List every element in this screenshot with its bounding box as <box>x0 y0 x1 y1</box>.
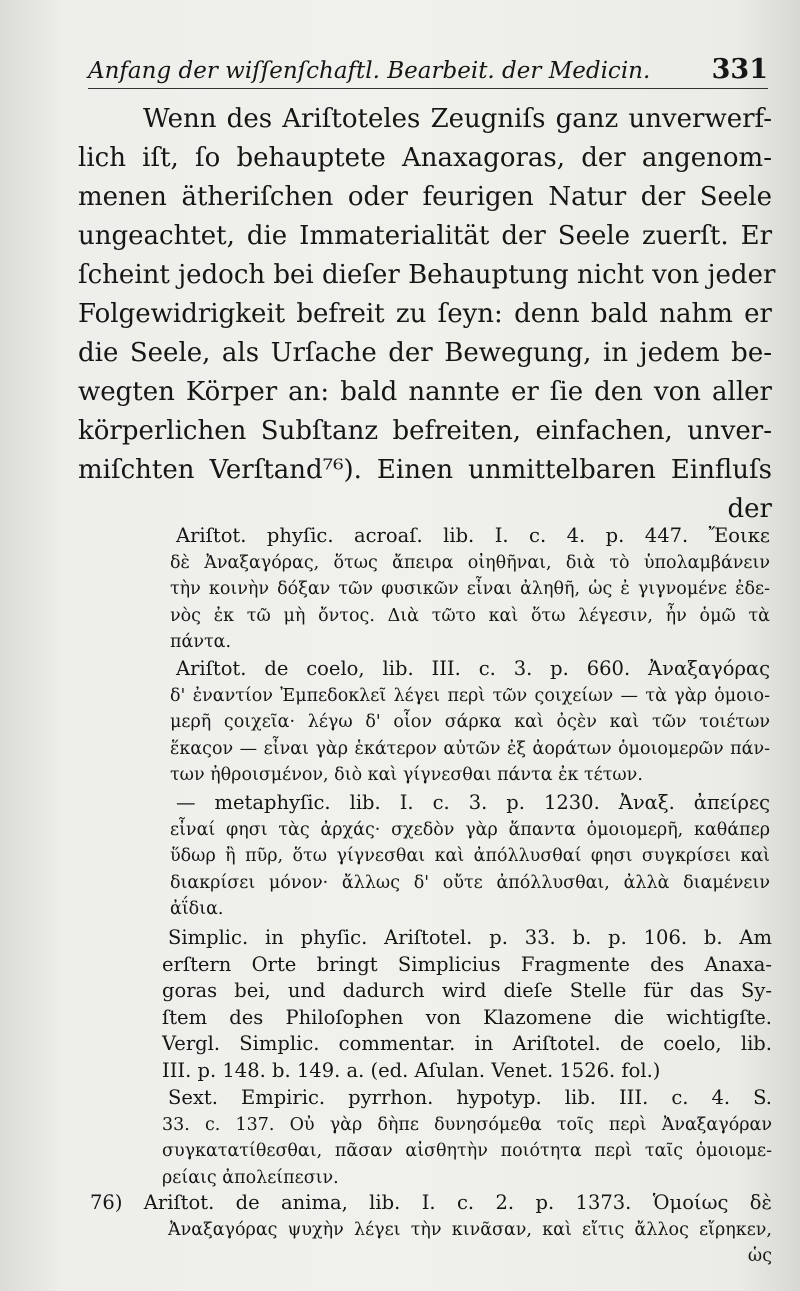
footnote-line: Ariſtot. phyſic. acroaſ. lib. I. c. 4. p. 447. Ἔοικε <box>176 524 770 547</box>
text-line: Wenn des Ariſtoteles Zeugniſs ganz unverwerf- <box>143 104 772 134</box>
page-header <box>88 50 768 90</box>
text-line: ſcheint jedoch bei dieſer Behauptung nicht von jeder <box>78 260 776 290</box>
text-line: miſchten Verſtand⁷⁶). Einen unmittelbaren Einfluſs <box>78 455 772 485</box>
footnote-line: εἶναί φησι τὰς ἀρχάς· σχεδὸν γὰρ ἅπαντα ὁμοιομερῆ, καθάπερ <box>170 819 770 840</box>
footnote-line: goras bei, und dadurch wird dieſe Stelle für das Sy- <box>162 979 772 1002</box>
footnote-line: Vergl. Simplic. commentar. in Ariſtotel. de coelo, lib. <box>162 1032 772 1055</box>
footnote-sext-empiric <box>162 1085 772 1191</box>
footnote-line: 33. c. 137. Οὐ γὰρ δὴπε δυνησόμεθα τοῖς περὶ Ἀναξαγόραν <box>162 1114 772 1135</box>
main-text <box>78 100 776 529</box>
text-line: lich iſt, ſo behauptete Anaxagoras, der angenom- <box>78 143 772 173</box>
header-rule <box>88 88 768 89</box>
running-title: Anfang der wiſſenſchaftl. Bearbeit. der Medicin. <box>88 58 651 84</box>
text-line: Folgewidrigkeit befreit zu ſeyn: denn bald nahm er <box>78 299 772 329</box>
footnote-line: ρείαις ἀπολείπεσιν. <box>162 1167 339 1188</box>
footnote-aristot-coelo <box>170 656 770 789</box>
text-line: wegten Körper an: bald nannte er ſie den von aller <box>78 377 772 407</box>
footnote-line: III. p. 148. b. 149. a. (ed. Aſulan. Venet. 1526. fol.) <box>162 1058 661 1082</box>
footnote-line: δ' ἐναντίον Ἐμπεδοκλεῖ λέγει περὶ τῶν ςοιχείων — τὰ γὰρ ὁμοιο- <box>170 685 770 706</box>
footnote-line: των ἠθροισμένον, διὸ καὶ γίγνεσθαι πάντα ἐκ τέτων. <box>170 765 643 785</box>
footnote-line: νὸς ἐκ τῶ μὴ ὄντος. Διὰ τῶτο καὶ ὅτω λέγεσιν, ἦν ὁμῶ τὰ <box>170 605 770 626</box>
catchword: ὡς <box>747 1246 772 1266</box>
footnote-line: ἕκαςον — εἶναι γὰρ ἑκάτερον αὐτῶν ἐξ ἀοράτων ὁμοιομερῶν πάν- <box>170 738 770 759</box>
footnote-line: Sext. Empiric. pyrrhon. hypotyp. lib. III. c. 4. S. <box>168 1086 772 1109</box>
footnote-line: Ἀναξαγόρας ψυχὴν λέγει τὴν κινᾶσαν, καὶ εἴτις ἄλλος εἴρηκεν, <box>168 1219 772 1240</box>
footnote-metaphysic <box>170 790 770 923</box>
footnote-line: πάντα. <box>170 632 232 652</box>
footnote-line: 76) Ariſtot. de anima, lib. I. c. 2. p. 1373. Ὁμοίως δὲ <box>90 1191 772 1214</box>
text-line: ungeachtet, die Immaterialität der Seele zuerſt. Er <box>78 221 772 251</box>
page-number: 331 <box>711 54 768 85</box>
catchword: der <box>727 494 772 524</box>
text-line: menen ätheriſchen oder feurigen Natur der Seele <box>78 182 772 212</box>
footnote-simplic <box>162 925 772 1084</box>
footnote-line: διακρίσει μόνον· ἄλλως δ' οὔτε ἀπόλλυσθαι, ἀλλὰ διαμένειν <box>170 872 770 893</box>
footnote-line: μερῆ ςοιχεῖα· λέγω δ' οἷον σάρκα καὶ ὀςὲν καὶ τῶν τοιέτων <box>170 712 770 732</box>
footnote-line: ſtem des Philoſophen von Klazomene die wichtigſte. <box>162 1005 772 1029</box>
footnote-line: τὴν κοινὴν δόξαν τῶν φυσικῶν εἶναι ἀληθῆ, ὡς ἐ γιγνομένε ἐδε- <box>170 579 770 599</box>
footnote-line: ὕδωρ ἢ πῦρ, ὅτω γίγνεσθαι καὶ ἀπόλλυσθαί φησι συγκρίσει καὶ <box>170 846 770 866</box>
footnote-line: — metaphyſic. lib. I. c. 3. p. 1230. Ἀναξ. ἀπείρες <box>176 791 770 814</box>
footnote-line: συγκατατίθεσθαι, πᾶσαν αἰσθητὴν ποιότητα περὶ ταῖς ὁμοιομε- <box>162 1141 772 1161</box>
footnote-aristot-physic <box>170 523 770 656</box>
footnote-line: δὲ Ἀναξαγόρας, ὅτως ἄπειρα οἰηθῆναι, διὰ τὸ ὑπολαμβάνειν <box>170 552 770 573</box>
footnote-line: erſtern Orte bringt Simplicius Fragmente des Anaxa- <box>162 952 772 976</box>
footnote-line: Ariſtot. de coelo, lib. III. c. 3. p. 660. Ἀναξαγόρας <box>176 657 770 680</box>
footnote-line: ἀΐδια. <box>170 899 224 919</box>
footnote-line: Simplic. in phyſic. Ariſtotel. p. 33. b. p. 106. b. Am <box>168 926 772 949</box>
text-line: körperlichen Subſtanz befreiten, einfachen, unver- <box>78 416 772 446</box>
footnote-76 <box>90 1190 772 1270</box>
text-line: die Seele, als Urſache der Bewegung, in jedem be- <box>78 338 772 368</box>
